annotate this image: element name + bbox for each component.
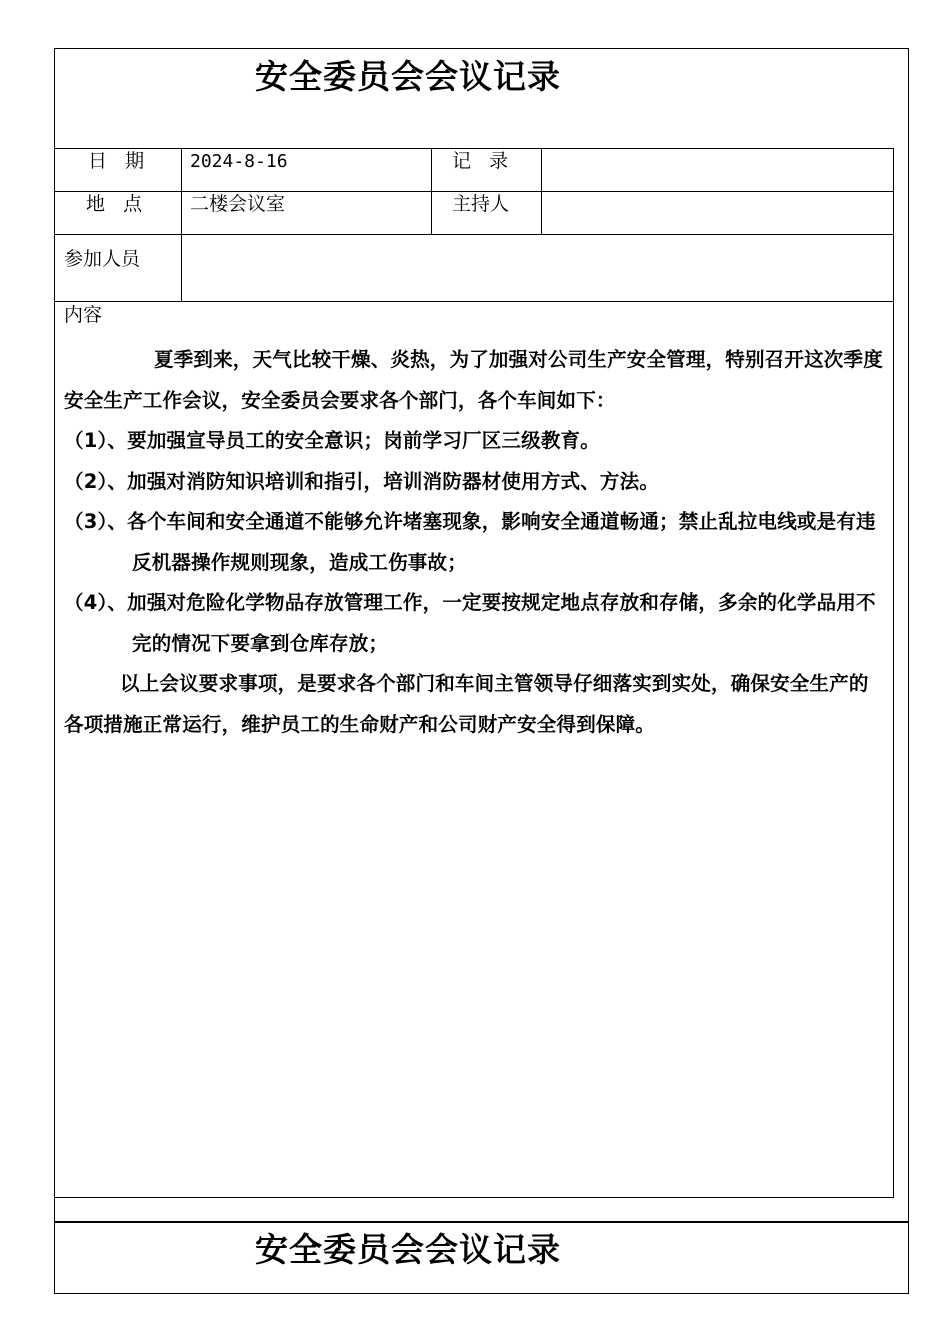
date-value: 2024-8-16 [190, 151, 288, 172]
location-label: 地 点 [86, 193, 145, 215]
column-divider [181, 149, 182, 301]
row-divider [55, 301, 893, 302]
date-label: 日 期 [88, 150, 147, 172]
content-item-3: （3）、各个车间和安全通道不能够允许堵塞现象，影响安全通道畅通；禁止乱拉电线或是有违反机器操作规则现象，造成工伤事故； [64, 510, 876, 574]
column-divider [541, 149, 542, 234]
content-intro: 夏季到来，天气比较干燥、炎热，为了加强对公司生产安全管理，特别召开这次季度安全生产工作会议，安全委员会要求各个部门，各个车间如下： [64, 348, 883, 412]
host-label: 主持人 [452, 193, 510, 215]
content-item-2: （2）、加强对消防知识培训和指引，培训消防器材使用方式、方法。 [64, 469, 660, 493]
page-title: 安全委员会会议记录 [255, 57, 561, 96]
content-label: 内容 [64, 304, 103, 326]
attendees-label: 参加人员 [64, 248, 141, 270]
recorder-label: 记 录 [452, 150, 511, 172]
location-value: 二楼会议室 [190, 193, 286, 215]
content-conclusion: 以上会议要求事项，是要求各个部门和车间主管领导仔细落实到实处，确保安全生产的各项措施正常运行，维护员工的生命财产和公司财产安全得到保障。 [64, 672, 869, 736]
meeting-content [64, 340, 886, 745]
content-item-4: （4）、加强对危险化学物品存放管理工作，一定要按规定地点存放和存储，多余的化学品用不完的情况下要拿到仓库存放； [64, 591, 876, 655]
content-item-1: （1）、要加强宣导员工的安全意识；岗前学习厂区三级教育。 [64, 429, 600, 452]
column-divider [431, 149, 432, 234]
next-page-title: 安全委员会会议记录 [255, 1230, 561, 1269]
